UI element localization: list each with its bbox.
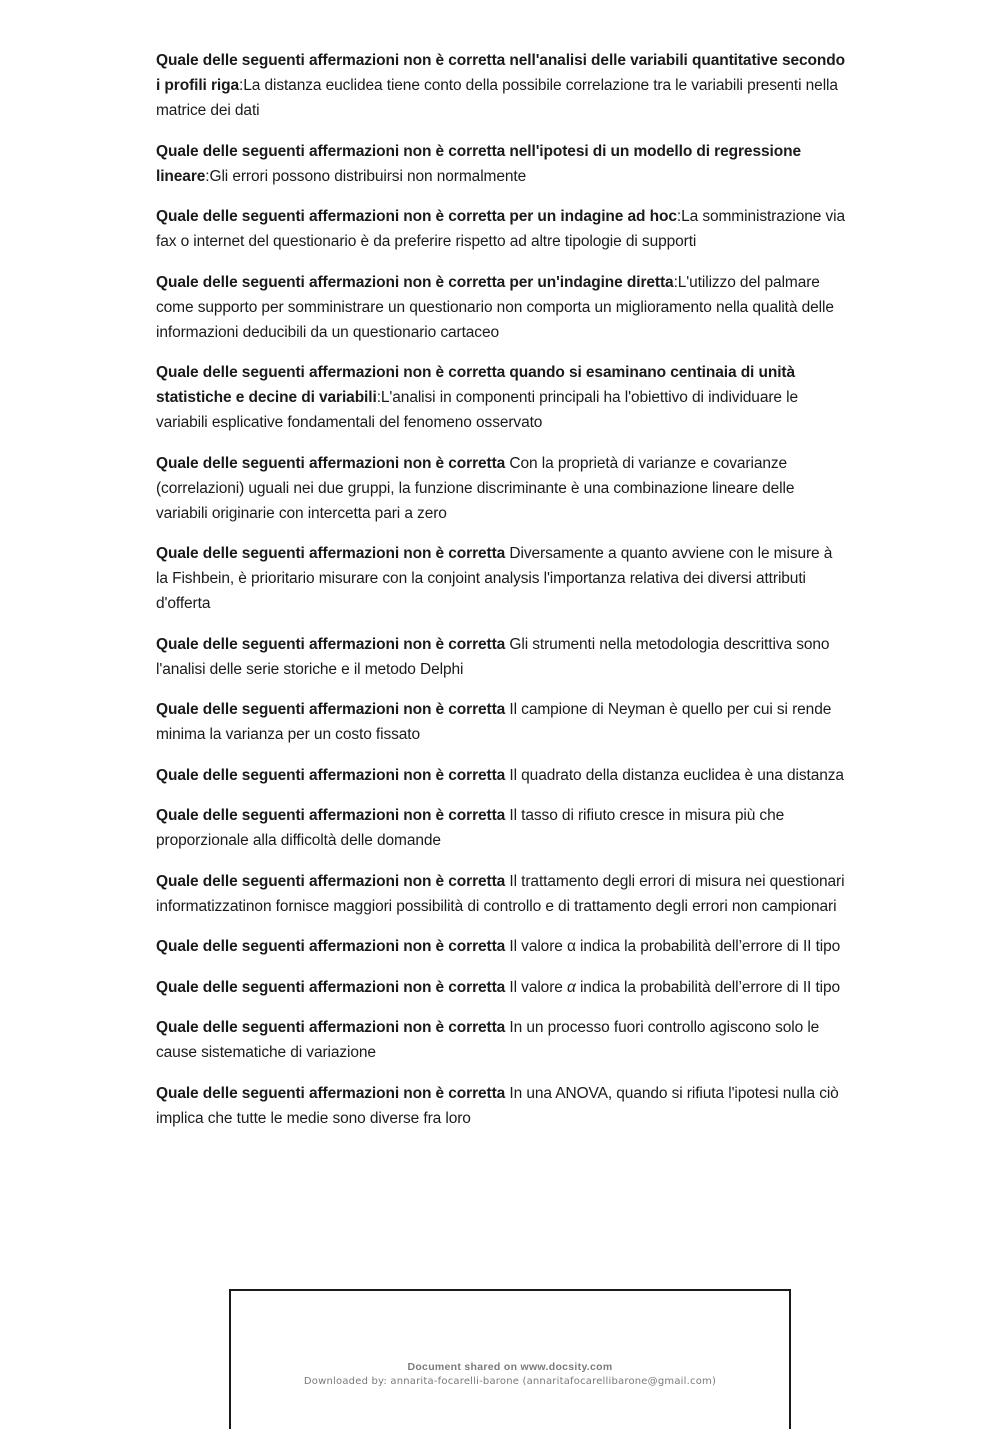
question-text: Quale delle seguenti affermazioni non è corretta xyxy=(156,807,506,824)
question-text: Quale delle seguenti affermazioni non è corretta xyxy=(156,635,506,653)
question-text: Quale delle seguenti affermazioni non è corretta quando si esaminano centinaia di unità statistiche e decine di variabili xyxy=(156,364,795,406)
entry xyxy=(156,763,846,788)
entry xyxy=(156,869,846,919)
answer-text: Gli strumenti nella metodologia descrittiva sono l'analisi delle serie storiche e il metodo Delphi xyxy=(156,635,830,678)
question-text: Quale delle seguenti affermazioni non è corretta xyxy=(156,938,506,955)
answer-text: :L'analisi in componenti principali ha l'obiettivo di individuare le variabili esplicative fondamentali del fenomeno osservato xyxy=(156,389,798,431)
question-text: Quale delle seguenti affermazioni non è corretta per un'indagine diretta xyxy=(156,273,674,291)
entry xyxy=(156,204,846,254)
answer-text: :L'utilizzo del palmare come supporto per somministrare un questionario non comporta un miglioramento nella qualità delle informazioni deducibili da un questionario cartaceo xyxy=(156,273,834,341)
question-text: Quale delle seguenti affermazioni non è corretta xyxy=(156,701,506,718)
entry xyxy=(156,632,846,682)
answer-text: :La somministrazione via fax o internet del questionario è da preferire rispetto ad altre tipologie di supporti xyxy=(156,208,846,250)
entry xyxy=(156,541,846,616)
answer-text: Con la proprietà di varianze e covarianze (correlazioni) uguali nei due gruppi, la funzione discriminante è una combinazione lineare delle variabili originarie con intercetta pari a zero xyxy=(156,454,795,522)
answer-text: Il trattamento degli errori di misura nei questionari informatizzatinon fornisce maggiori possibilità di controllo e di trattamento degli errori non campionari xyxy=(156,872,845,915)
question-text: Quale delle seguenti affermazioni non è corretta xyxy=(156,454,506,472)
entry xyxy=(156,975,846,1000)
entry xyxy=(156,1015,846,1065)
entry xyxy=(156,270,846,345)
question-text: Quale delle seguenti affermazioni non è corretta xyxy=(156,1019,506,1036)
alpha-symbol: α xyxy=(567,978,576,996)
question-text: Quale delle seguenti affermazioni non è corretta xyxy=(156,545,506,562)
answer-text: Il campione di Neyman è quello per cui si rende minima la varianza per un costo fissato xyxy=(156,701,832,743)
docsity-footer xyxy=(229,1289,791,1429)
question-text: Quale delle seguenti affermazioni non è corretta xyxy=(156,872,506,890)
question-text: Quale delle seguenti affermazioni non è corretta per un indagine ad hoc xyxy=(156,208,677,225)
entry xyxy=(156,803,846,853)
answer-text: Il tasso di rifiuto cresce in misura più che proporzionale alla difficoltà delle domande xyxy=(156,807,785,849)
answer-text: In un processo fuori controllo agiscono solo le cause sistematiche di variazione xyxy=(156,1019,820,1061)
entry xyxy=(156,1081,846,1131)
question-text: Quale delle seguenti affermazioni non è corretta xyxy=(156,978,506,996)
answer-text-pre: Il valore xyxy=(505,978,567,996)
entry xyxy=(156,451,846,526)
question-text: Quale delle seguenti affermazioni non è corretta nell'analisi delle variabili quantitative secondo i profili riga xyxy=(156,52,845,94)
entry xyxy=(156,697,846,747)
question-text: Quale delle seguenti affermazioni non è corretta nell'ipotesi di un modello di regressione lineare xyxy=(156,142,801,185)
answer-text: :Gli errori possono distribuirsi non normalmente xyxy=(205,167,527,185)
answer-text: Diversamente a quanto avviene con le misure à la Fishbein, è prioritario misurare con la conjoint analysis l'importanza relativa dei diversi attributi d'offerta xyxy=(156,545,833,612)
shared-notice: Document shared on www.docsity.com xyxy=(407,1361,613,1373)
answer-text: In una ANOVA, quando si rifiuta l'ipotesi nulla ciò implica che tutte le medie sono diverse fra loro xyxy=(156,1084,839,1127)
entry xyxy=(156,934,846,959)
answer-text-post: indica la probabilità dell’errore di II tipo xyxy=(575,978,841,996)
answer-text: :La distanza euclidea tiene conto della possibile correlazione tra le variabili presenti nella matrice dei dati xyxy=(156,77,838,119)
question-text: Quale delle seguenti affermazioni non è corretta xyxy=(156,766,506,784)
answer-text: Il valore α indica la probabilità dell’errore di II tipo xyxy=(505,938,841,955)
entry xyxy=(156,48,846,123)
entry xyxy=(156,139,846,189)
question-text: Quale delle seguenti affermazioni non è corretta xyxy=(156,1084,506,1102)
download-notice: Downloaded by: annarita-focarelli-barone (annaritafocarellibarone@gmail.com) xyxy=(303,1376,717,1387)
entry xyxy=(156,360,846,435)
answer-text: Il quadrato della distanza euclidea è una distanza xyxy=(505,766,844,784)
document-body xyxy=(156,48,846,1146)
